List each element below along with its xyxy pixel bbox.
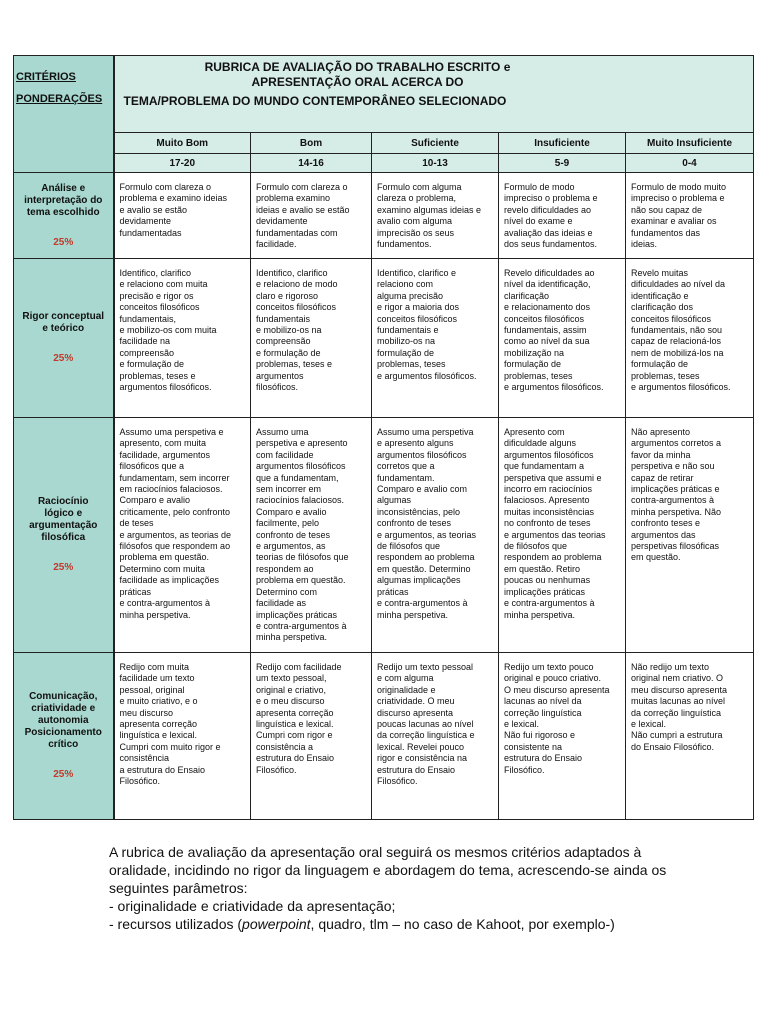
descriptor-cell: Revelo muitas dificuldades ao nível da identificação e clarificação dos conceitos filosóficos fundamentais, não sou capaz de relacioná-los nem de mobilizá-los na formulação de problemas, teses e argumentos filosóficos.	[626, 259, 754, 418]
level-label: Bom	[251, 133, 372, 154]
criteria-header-cell	[14, 56, 114, 173]
note-paragraph: A rubrica de avaliação da apresentação oral seguirá os mesmos critérios adaptados à oralidade, incidindo no rigor da linguagem e abordagem do tema, acrescendo-se ainda os seguintes parâmetros:	[109, 844, 667, 896]
level-score: 0-4	[626, 154, 754, 173]
descriptor-cell: Formulo com clareza o problema examino ideias e avalio se estão devidamente fundamentadas com facilidade.	[251, 173, 372, 259]
criterion-row	[14, 173, 754, 259]
criterion-cell	[14, 653, 114, 820]
criterion-name: Rigor conceptual e teórico	[22, 311, 105, 334]
criterion-cell	[14, 173, 114, 259]
note-item	[109, 915, 669, 933]
criterion-weight: 25%	[53, 353, 74, 364]
title-line-2: APRESENTAÇÃO ORAL ACERCA DO	[251, 75, 464, 89]
descriptor-cell: Revelo dificuldades ao nível da identificação, clarificação e relacionamento dos conceitos filosóficos fundamentais, assim como ao nível da sua mobilização na formulação de problemas, teses e argumentos filosóficos.	[499, 259, 626, 418]
descriptor-cell: Redijo com facilidade um texto pessoal, original e criativo, e o meu discurso apresenta correção linguística e lexical. Cumpri com rigor e consistência a estrutura do Ensaio Filosófico.	[251, 653, 372, 820]
criterion-weight: 25%	[53, 562, 74, 573]
criterion-name: Comunicação, criatividade e autonomia Posicionamento crítico	[24, 691, 102, 750]
descriptor-cell: Formulo de modo muito impreciso o problema e não sou capaz de examinar e avaliar os fundamentos das ideias.	[626, 173, 754, 259]
descriptor-cell: Não apresento argumentos corretos a favor da minha perspetiva e não sou capaz de retirar implicações práticas e contra-argumentos à minha perspetiva. Não confronto teses e argumentos das perspetivas filosóficas em questão.	[626, 418, 754, 653]
rubric-title	[114, 56, 754, 133]
note-item: - originalidade e criatividade da apresentação;	[109, 898, 396, 914]
note-item-text: - recursos utilizados (	[109, 916, 243, 932]
score-row	[14, 154, 754, 173]
descriptor-cell: Formulo com alguma clareza o problema, examino algumas ideias e avalio com alguma imprecisão os seus fundamentos.	[372, 173, 499, 259]
criterion-cell	[14, 418, 114, 653]
criterion-cell	[14, 259, 114, 418]
title-line-1: RUBRICA DE AVALIAÇÃO DO TRABALHO ESCRITO e	[204, 60, 511, 74]
descriptor-cell: Redijo um texto pessoal e com alguma originalidade e criatividade. O meu discurso apresenta poucas lacunas ao nível da correção linguística e lexical. Revelei pouco rigor e consistência na estrutura do Ensaio Filosófico.	[372, 653, 499, 820]
title-line-3: TEMA/PROBLEMA DO MUNDO CONTEMPORÂNEO SELECIONADO	[123, 94, 507, 108]
level-score: 5-9	[499, 154, 626, 173]
descriptor-cell: Identifico, clarifico e relaciono com alguma precisão e rigor a maioria dos conceitos filosóficos fundamentais e mobilizo-os na formulação de problemas, teses e argumentos filosóficos.	[372, 259, 499, 418]
note-item-emphasis: powerpoint	[242, 916, 311, 932]
oral-presentation-note	[109, 843, 669, 933]
note-item-text: , quadro, tlm – no caso de Kahoot, por exemplo-)	[310, 916, 615, 932]
level-label: Insuficiente	[499, 133, 626, 154]
level-score: 10-13	[372, 154, 499, 173]
criterion-name: Raciocínio lógico e argumentação filosófica	[29, 496, 98, 543]
weights-label: PONDERAÇÕES	[16, 93, 103, 105]
descriptor-cell: Apresento com dificuldade alguns argumentos filosóficos que fundamentam a perspetiva que assumi e incorro em raciocínios falaciosos. Apresento muitas inconsistências no confronto de teses e argumentos das teorias de filósofos que respondem ao problema em questão. Retiro poucas ou nenhumas implicações práticas e contra-argumentos à minha perspetiva.	[499, 418, 626, 653]
level-score: 17-20	[114, 154, 251, 173]
criterion-row	[14, 418, 754, 653]
descriptor-cell: Formulo com clareza o problema e examino ideias e avalio se estão devidamente fundamentadas	[114, 173, 251, 259]
criterion-name: Análise e interpretação do tema escolhido	[24, 182, 103, 218]
level-label: Muito Bom	[114, 133, 251, 154]
level-row	[14, 133, 754, 154]
level-score: 14-16	[251, 154, 372, 173]
descriptor-cell: Assumo uma perspetiva e apresento, com muita facilidade, argumentos filosóficos que a fundamentam, sem incorrer em raciocínios falaciosos. Comparo e avalio criticamente, pelo confronto de teses e argumentos, as teorias de filósofos que respondem ao problema em questão. Determino com muita facilidade as implicações práticas e contra-argumentos à minha perspetiva.	[114, 418, 251, 653]
title-row	[14, 56, 754, 133]
level-label: Muito Insuficiente	[626, 133, 754, 154]
descriptor-cell: Assumo uma perspetiva e apresento com facilidade argumentos filosóficos que a fundamentam, sem incorrer em raciocínios falaciosos. Comparo e avalio facilmente, pelo confronto de teses e argumentos, as teorias de filósofos que respondem ao problema em questão. Determino com facilidade as implicações práticas e contra-argumentos à minha perspetiva.	[251, 418, 372, 653]
descriptor-cell: Redijo um texto pouco original e pouco criativo. O meu discurso apresenta lacunas ao nível da correção linguística e lexical. Não fui rigoroso e consistente na estrutura do Ensaio Filosófico.	[499, 653, 626, 820]
descriptor-cell: Não redijo um texto original nem criativo. O meu discurso apresenta muitas lacunas ao nível da correção linguística e lexical. Não cumpri a estrutura do Ensaio Filosófico.	[626, 653, 754, 820]
level-label: Suficiente	[372, 133, 499, 154]
criterion-row	[14, 259, 754, 418]
descriptor-cell: Assumo uma perspetiva e apresento alguns argumentos filosóficos corretos que a fundamentam. Comparo e avalio com algumas inconsistências, pelo confronto de teses e argumentos, as teorias de filósofos que respondem ao problema em questão. Determino algumas implicações práticas e contra-argumentos à minha perspetiva.	[372, 418, 499, 653]
criterion-weight: 25%	[53, 769, 74, 780]
descriptor-cell: Redijo com muita facilidade um texto pessoal, original e muito criativo, e o meu discurso apresenta correção linguística e lexical. Cumpri com muito rigor e consistência a estrutura do Ensaio Filosófico.	[114, 653, 251, 820]
rubric-table	[13, 55, 754, 820]
criterion-row	[14, 653, 754, 820]
descriptor-cell: Identifico, clarifico e relaciono de modo claro e rigoroso conceitos filosóficos fundamentais e mobilizo-os na compreensão e formulação de problemas, teses e argumentos filosóficos.	[251, 259, 372, 418]
descriptor-cell: Formulo de modo impreciso o problema e revelo dificuldades ao nível do exame e avaliação das ideias e dos seus fundamentos.	[499, 173, 626, 259]
criterion-weight: 25%	[53, 236, 74, 248]
descriptor-cell: Identifico, clarifico e relaciono com muita precisão e rigor os conceitos filosóficos fundamentais, e mobilizo-os com muita facilidade na compreensão e formulação de problemas, teses e argumentos filosóficos.	[114, 259, 251, 418]
criteria-label: CRITÉRIOS	[16, 71, 76, 83]
